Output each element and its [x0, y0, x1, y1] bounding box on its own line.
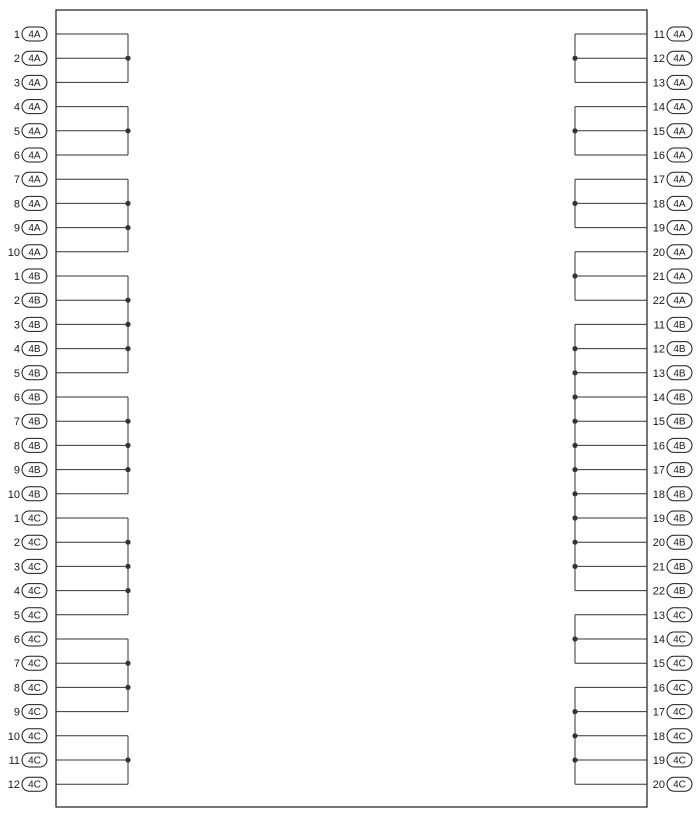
right-terminal — [575, 221, 692, 235]
terminal-tag: 4C — [673, 755, 686, 767]
right-terminal — [575, 414, 692, 428]
terminal-tag: 4B — [673, 344, 686, 356]
junction-dot — [125, 588, 130, 593]
right-terminal — [575, 196, 692, 210]
junction-dot — [572, 757, 577, 762]
terminal-number: 7 — [13, 174, 20, 187]
junction-dot — [125, 225, 130, 230]
left-terminal — [14, 27, 128, 41]
right-terminal — [575, 584, 692, 598]
right-bus-group — [572, 687, 577, 784]
junction-dot — [572, 540, 577, 545]
left-terminal — [14, 269, 128, 283]
terminal-number: 19 — [652, 513, 665, 525]
right-terminal — [575, 317, 692, 331]
terminal-tag: 4A — [28, 174, 41, 186]
terminal-number: 22 — [652, 585, 665, 598]
terminal-tag: 4A — [28, 102, 41, 114]
right-terminal — [575, 27, 692, 41]
terminal-number: 7 — [13, 658, 20, 671]
right-terminal — [575, 390, 692, 404]
terminal-number: 16 — [652, 682, 665, 695]
terminal-number: 8 — [13, 682, 20, 695]
right-terminal — [575, 148, 692, 162]
left-terminal — [8, 729, 128, 743]
terminal-number: 6 — [13, 634, 20, 646]
terminal-number: 10 — [7, 246, 20, 259]
terminal-number: 17 — [652, 706, 665, 719]
terminal-number: 12 — [7, 779, 20, 792]
left-terminal — [14, 705, 128, 719]
terminal-number: 9 — [13, 222, 20, 235]
terminal-number: 10 — [7, 488, 20, 501]
terminal-number: 2 — [13, 53, 20, 66]
terminal-tag: 4C — [28, 586, 41, 598]
right-terminal — [575, 75, 692, 89]
right-terminal — [575, 705, 692, 719]
terminal-tag: 4C — [28, 634, 41, 646]
terminal-tag: 4C — [28, 513, 41, 525]
terminal-number: 10 — [7, 730, 20, 743]
left-terminal — [14, 414, 128, 428]
right-bus-group — [572, 179, 577, 227]
junction-dot — [572, 515, 577, 520]
terminal-tag: 4B — [673, 440, 686, 452]
terminal-number: 16 — [652, 440, 665, 453]
right-terminal — [575, 487, 692, 501]
terminal-number: 16 — [652, 150, 665, 162]
terminal-number: 14 — [652, 101, 665, 114]
terminal-number: 19 — [652, 755, 665, 767]
left-terminal — [14, 632, 128, 646]
terminal-tag: 4B — [673, 513, 686, 525]
right-terminal — [575, 680, 692, 694]
terminal-number: 6 — [13, 150, 20, 162]
junction-dot — [125, 661, 130, 666]
junction-dot — [572, 467, 577, 472]
terminal-tag: 4B — [28, 295, 41, 307]
terminal-number: 1 — [13, 513, 20, 525]
terminal-tag: 4B — [673, 586, 686, 598]
right-terminal — [575, 656, 692, 670]
terminal-number: 18 — [652, 730, 665, 743]
terminal-number: 8 — [13, 440, 20, 453]
right-terminal — [575, 535, 692, 549]
junction-dot — [572, 370, 577, 375]
terminal-tag: 4C — [28, 755, 41, 767]
left-terminal — [14, 584, 128, 598]
junction-dot — [125, 201, 130, 206]
terminal-number: 5 — [13, 367, 20, 380]
junction-dot — [572, 128, 577, 133]
terminal-number: 14 — [652, 392, 665, 404]
left-bus-group — [125, 276, 130, 373]
terminal-tag: 4B — [28, 368, 41, 380]
terminal-number: 13 — [652, 609, 665, 622]
right-bus-group — [572, 34, 577, 82]
left-terminal — [14, 511, 128, 525]
terminal-tag: 4A — [28, 77, 41, 89]
terminal-number: 4 — [13, 585, 20, 598]
terminal-number: 13 — [652, 367, 665, 380]
right-bus-group — [572, 615, 577, 663]
terminal-tag: 4B — [28, 271, 41, 283]
terminal-tag: 4C — [673, 779, 686, 791]
terminal-number: 9 — [13, 464, 20, 477]
terminal-tag: 4C — [673, 610, 686, 622]
terminal-tag: 4B — [673, 489, 686, 501]
terminal-tag: 4C — [673, 634, 686, 646]
terminal-number: 11 — [8, 755, 20, 767]
terminal-tag: 4C — [28, 731, 41, 743]
terminal-tag: 4A — [673, 223, 686, 235]
terminal-tag: 4C — [673, 658, 686, 670]
left-terminal — [14, 608, 128, 622]
junction-dot — [125, 346, 130, 351]
left-bus-group — [125, 639, 130, 712]
junction-dot — [572, 56, 577, 61]
terminal-tag: 4A — [673, 174, 686, 186]
terminal-tag: 4C — [28, 707, 41, 719]
junction-dot — [125, 128, 130, 133]
terminal-number: 11 — [653, 319, 665, 332]
left-terminal-strip — [8, 27, 131, 791]
terminal-number: 20 — [652, 246, 665, 259]
right-bus-group — [572, 324, 577, 590]
terminal-tag: 4C — [28, 610, 41, 622]
right-terminal — [575, 608, 692, 622]
junction-dot — [572, 709, 577, 714]
terminal-tag: 4A — [673, 150, 686, 162]
left-bus-group — [125, 397, 130, 494]
terminal-tag: 4A — [28, 29, 41, 41]
terminal-number: 15 — [652, 125, 665, 138]
junction-dot — [125, 757, 130, 762]
junction-dot — [572, 201, 577, 206]
junction-dot — [572, 733, 577, 738]
left-terminal — [14, 221, 128, 235]
terminal-tag: 4A — [673, 126, 686, 138]
left-bus-group — [125, 179, 130, 252]
left-terminal — [14, 680, 128, 694]
terminal-tag: 4A — [673, 295, 686, 307]
right-terminal — [575, 463, 692, 477]
terminal-tag: 4C — [673, 731, 686, 743]
terminal-number: 12 — [652, 53, 665, 66]
terminal-tag: 4B — [28, 319, 41, 331]
terminal-tag: 4B — [673, 368, 686, 380]
terminal-tag: 4A — [673, 77, 686, 89]
left-terminal — [14, 342, 128, 356]
terminal-number: 17 — [652, 464, 665, 477]
terminal-number: 1 — [13, 271, 20, 283]
terminal-tag: 4B — [28, 440, 41, 452]
right-terminal — [575, 777, 692, 791]
terminal-tag: 4C — [28, 658, 41, 670]
left-terminal — [8, 245, 128, 259]
left-bus-group — [125, 736, 130, 784]
junction-dot — [125, 564, 130, 569]
terminal-tag: 4C — [28, 561, 41, 573]
terminal-number: 15 — [652, 658, 665, 671]
right-bus-group — [572, 107, 577, 155]
junction-dot — [572, 564, 577, 569]
left-terminal — [14, 438, 128, 452]
right-terminal — [575, 559, 692, 573]
terminal-tag: 4B — [673, 465, 686, 477]
left-terminal — [14, 366, 128, 380]
junction-dot — [125, 443, 130, 448]
left-terminal — [14, 317, 128, 331]
junction-dot — [572, 394, 577, 399]
terminal-number: 3 — [13, 77, 20, 90]
terminal-tag: 4B — [28, 489, 41, 501]
left-terminal — [14, 172, 128, 186]
terminal-tag: 4B — [673, 392, 686, 404]
left-terminal — [14, 390, 128, 404]
junction-dot — [125, 56, 130, 61]
terminal-tag: 4C — [28, 779, 41, 791]
terminal-tag: 4A — [28, 247, 41, 259]
right-terminal — [575, 172, 692, 186]
terminal-tag: 4B — [673, 537, 686, 549]
left-terminal — [14, 535, 128, 549]
terminal-number: 12 — [652, 343, 665, 356]
terminal-number: 4 — [13, 343, 20, 356]
right-terminal-strip — [572, 27, 692, 791]
terminal-number: 13 — [652, 77, 665, 90]
terminal-number: 22 — [652, 295, 665, 308]
terminal-number: 6 — [13, 392, 20, 404]
terminal-number: 2 — [13, 295, 20, 308]
terminal-number: 4 — [13, 101, 20, 114]
terminal-tag: 4C — [28, 537, 41, 549]
junction-dot — [125, 322, 130, 327]
right-terminal — [575, 753, 692, 767]
terminal-tag: 4B — [673, 319, 686, 331]
terminal-tag: 4C — [28, 682, 41, 694]
right-terminal — [575, 438, 692, 452]
terminal-number: 20 — [652, 537, 665, 550]
terminal-number: 21 — [652, 271, 665, 283]
junction-dot — [572, 636, 577, 641]
junction-dot — [125, 298, 130, 303]
terminal-number: 3 — [13, 561, 20, 574]
right-terminal — [575, 100, 692, 114]
terminal-tag: 4A — [28, 53, 41, 65]
terminal-tag: 4C — [673, 707, 686, 719]
terminal-number: 15 — [652, 416, 665, 429]
terminal-tag: 4B — [673, 416, 686, 428]
right-terminal — [575, 632, 692, 646]
right-terminal — [575, 342, 692, 356]
terminal-tag: 4A — [28, 150, 41, 162]
terminal-number: 18 — [652, 198, 665, 211]
left-bus-group — [125, 107, 130, 155]
junction-dot — [125, 467, 130, 472]
right-bus-group — [572, 252, 577, 300]
terminal-number: 14 — [652, 634, 665, 646]
junction-dot — [572, 273, 577, 278]
junction-dot — [125, 540, 130, 545]
terminal-tag: 4B — [28, 416, 41, 428]
enclosure-frame — [56, 10, 647, 807]
terminal-tag: 4C — [673, 682, 686, 694]
left-terminal — [14, 656, 128, 670]
terminal-number: 18 — [652, 488, 665, 501]
terminal-number: 17 — [652, 174, 665, 187]
left-bus-group — [125, 34, 130, 82]
left-terminal — [14, 51, 128, 65]
left-terminal — [14, 124, 128, 138]
right-terminal — [575, 245, 692, 259]
right-terminal — [575, 511, 692, 525]
terminal-number: 11 — [653, 29, 665, 41]
terminal-tag: 4A — [673, 198, 686, 210]
junction-dot — [572, 443, 577, 448]
terminal-tag: 4A — [28, 198, 41, 210]
terminal-tag: 4A — [673, 102, 686, 114]
left-terminal — [14, 293, 128, 307]
terminal-number: 8 — [13, 198, 20, 211]
left-terminal — [9, 753, 128, 767]
right-terminal — [575, 269, 692, 283]
left-bus-group — [125, 518, 130, 615]
terminal-tag: 4A — [28, 126, 41, 138]
right-terminal — [575, 366, 692, 380]
left-terminal — [14, 148, 128, 162]
right-terminal — [575, 51, 692, 65]
left-terminal — [14, 100, 128, 114]
terminal-tag: 4A — [28, 223, 41, 235]
terminal-number: 1 — [13, 29, 20, 41]
junction-dot — [572, 419, 577, 424]
terminal-tag: 4B — [28, 344, 41, 356]
right-terminal — [575, 293, 692, 307]
terminal-number: 7 — [13, 416, 20, 429]
junction-dot — [572, 491, 577, 496]
left-terminal — [14, 463, 128, 477]
terminal-tag: 4A — [673, 29, 686, 41]
left-terminal — [14, 559, 128, 573]
terminal-number: 19 — [652, 222, 665, 235]
terminal-number: 3 — [13, 319, 20, 332]
terminal-tag: 4A — [673, 53, 686, 65]
junction-dot — [572, 346, 577, 351]
junction-dot — [125, 685, 130, 690]
terminal-number: 5 — [13, 609, 20, 622]
left-terminal — [8, 777, 128, 791]
left-terminal — [14, 75, 128, 89]
terminal-number: 21 — [652, 561, 665, 574]
terminal-number: 2 — [13, 537, 20, 550]
terminal-tag: 4B — [28, 392, 41, 404]
terminal-number: 5 — [13, 125, 20, 138]
terminal-number: 20 — [652, 779, 665, 792]
left-terminal — [14, 196, 128, 210]
right-terminal — [575, 729, 692, 743]
terminal-tag: 4A — [673, 247, 686, 259]
terminal-tag: 4B — [28, 465, 41, 477]
left-terminal — [8, 487, 128, 501]
terminal-number: 9 — [13, 706, 20, 719]
terminal-tag: 4B — [673, 561, 686, 573]
terminal-tag: 4A — [673, 271, 686, 283]
right-terminal — [575, 124, 692, 138]
junction-dot — [125, 419, 130, 424]
